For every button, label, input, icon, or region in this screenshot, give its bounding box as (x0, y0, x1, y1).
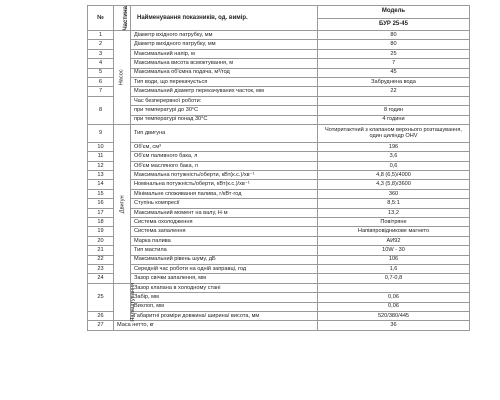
row-label: Об'єм паливного бака, л (131, 152, 318, 161)
row-label: Вихлоп, мм (131, 302, 318, 311)
row-number: 22 (88, 255, 114, 264)
row-label: Середній час роботи на одній заправці, год (131, 264, 318, 273)
table-row (88, 255, 470, 264)
table-row (88, 152, 470, 161)
table-row (88, 189, 470, 198)
table-row (88, 218, 470, 227)
table-row (88, 171, 470, 180)
row-number: 2 (88, 40, 114, 49)
row-number: 7 (88, 87, 114, 96)
table-row (88, 106, 470, 115)
row-label: Система охолодження (131, 218, 318, 227)
row-label: Об'єм масляного бака, л (131, 161, 318, 170)
row-number: 25 (88, 283, 114, 311)
row-label: при температурі понад 30°С (131, 115, 318, 124)
row-value: 360 (318, 189, 470, 198)
table-row (88, 311, 470, 320)
row-label: Час безперервної роботи: (131, 96, 318, 105)
row-label: Зазор клапана в холодному стані (131, 283, 318, 292)
row-number: 6 (88, 77, 114, 86)
row-value: 22 (318, 87, 470, 96)
row-label: Марка палива (131, 236, 318, 245)
table-row (88, 77, 470, 86)
table-row (88, 236, 470, 245)
row-number: 5 (88, 68, 114, 77)
row-value: АИ92 (318, 236, 470, 245)
row-value: 1,6 (318, 264, 470, 273)
row-label: Тип води, що перекачується (131, 77, 318, 86)
row-number: 9 (88, 124, 114, 142)
row-number: 17 (88, 208, 114, 217)
row-number: 21 (88, 246, 114, 255)
row-value: 3,6 (318, 152, 470, 161)
table-row (88, 246, 470, 255)
row-value: 520/380/445 (318, 311, 470, 320)
row-number: 8 (88, 96, 114, 124)
row-number: 4 (88, 59, 114, 68)
row-value: 106 (318, 255, 470, 264)
row-value: 80 (318, 31, 470, 40)
row-value: 36 (318, 321, 470, 330)
table-row (88, 180, 470, 189)
section-adjust-label: Налаштування (130, 282, 137, 322)
row-number: 16 (88, 199, 114, 208)
row-value: Чотиритактний з клапаном верхнього розташування, один циліндр OHV (318, 124, 470, 142)
row-value: Напівпровідникове магнето (318, 227, 470, 236)
row-label: Габаритні розміри довжина/ ширина/ висота, мм (131, 311, 318, 320)
row-number: 19 (88, 227, 114, 236)
row-label: Мінімальне споживання палива, г/кВт·год (131, 189, 318, 198)
table-row (88, 293, 470, 302)
row-label: Максимальна висота всмоктування, м (131, 59, 318, 68)
section-pump (114, 31, 131, 125)
row-value: 4,3 (5,8)/3600 (318, 180, 470, 189)
table-row (88, 208, 470, 217)
section-pump-label: Насос (118, 69, 125, 86)
row-value: 8,5:1 (318, 199, 470, 208)
table-row (88, 199, 470, 208)
table-row (88, 227, 470, 236)
table-row (88, 49, 470, 58)
section-engine (114, 124, 131, 283)
header-model-name: БУР 25-45 (318, 18, 470, 31)
row-label: при температурі до 30°С (131, 106, 318, 115)
row-number: 24 (88, 274, 114, 283)
row-value: 8 годин (318, 106, 470, 115)
table-row (88, 124, 470, 142)
table-row (88, 31, 470, 40)
row-value (318, 283, 470, 292)
row-label: Максимальна об'ємна подача, м³/год (131, 68, 318, 77)
row-label: Номінальна потужність/оберти, кВт(к.с.)/хв⁻¹ (131, 180, 318, 189)
row-number: 11 (88, 152, 114, 161)
row-number: 18 (88, 218, 114, 227)
row-value: Забруднена вода (318, 77, 470, 86)
table-row (88, 87, 470, 96)
row-value: 13,2 (318, 208, 470, 217)
table-row (88, 59, 470, 68)
row-value: 7 (318, 59, 470, 68)
row-value: 10W - 30 (318, 246, 470, 255)
row-number: 20 (88, 236, 114, 245)
table-row (88, 115, 470, 124)
row-value: 4,8 (6,5)/4000 (318, 171, 470, 180)
table-row (88, 96, 470, 105)
row-number: 26 (88, 311, 114, 320)
row-value: 0,06 (318, 293, 470, 302)
row-label: Максимальний діаметр перекачуваних часток, мм (131, 87, 318, 96)
header-name: Найменування показників, од. вимір. (131, 6, 318, 31)
specs-table (87, 5, 470, 331)
table-row (88, 302, 470, 311)
header-part (114, 6, 131, 31)
table-row (88, 264, 470, 273)
row-value: 4 години (318, 115, 470, 124)
table-row (88, 274, 470, 283)
row-value (318, 96, 470, 105)
row-label: Об'єм, см³ (131, 142, 318, 151)
row-number: 1 (88, 31, 114, 40)
row-number: 27 (88, 321, 114, 330)
row-value: 25 (318, 49, 470, 58)
row-number: 14 (88, 180, 114, 189)
header-num: № (88, 6, 114, 31)
row-number: 15 (88, 189, 114, 198)
row-number: 13 (88, 171, 114, 180)
row-value: 0,7-0,8 (318, 274, 470, 283)
row-number: 3 (88, 49, 114, 58)
section-engine-label: Двигун (119, 194, 126, 213)
table-row (88, 283, 470, 292)
table-row (88, 142, 470, 151)
row-value: 0,06 (318, 302, 470, 311)
section-adjust (114, 282, 137, 322)
row-number: 12 (88, 161, 114, 170)
header-part-label: Частина (122, 5, 129, 31)
row-label: Максимальна потужність/оберти, кВт(к.с.)/хв⁻¹ (131, 171, 318, 180)
row-label: Діаметр вхідного патрубку, мм (131, 31, 318, 40)
table-row (88, 68, 470, 77)
row-label: Тип двигуна (131, 124, 318, 142)
row-value: 80 (318, 40, 470, 49)
table-row (88, 161, 470, 170)
table-row (88, 321, 470, 330)
row-label: Максимальний момент на валу, Н·м (131, 208, 318, 217)
table-row (88, 40, 470, 49)
header-model: Модель (318, 6, 470, 19)
row-number: 10 (88, 142, 114, 151)
row-label: Зазор свічки запалення, мм (131, 274, 318, 283)
row-label: Маса нетто, кг (114, 321, 318, 330)
row-label: Забір, мм (131, 293, 318, 302)
row-label: Тип мастила (131, 246, 318, 255)
row-label: Система запалення (131, 227, 318, 236)
row-label: Максимальний напір, м (131, 49, 318, 58)
row-label: Ступінь компресії (131, 199, 318, 208)
row-value: Повітряне (318, 218, 470, 227)
row-value: 45 (318, 68, 470, 77)
row-value: 0,6 (318, 161, 470, 170)
row-label: Діаметр вихідного патрубку, мм (131, 40, 318, 49)
row-value: 196 (318, 142, 470, 151)
row-number: 23 (88, 264, 114, 273)
row-label: Максимальний рівень шуму, дБ (131, 255, 318, 264)
